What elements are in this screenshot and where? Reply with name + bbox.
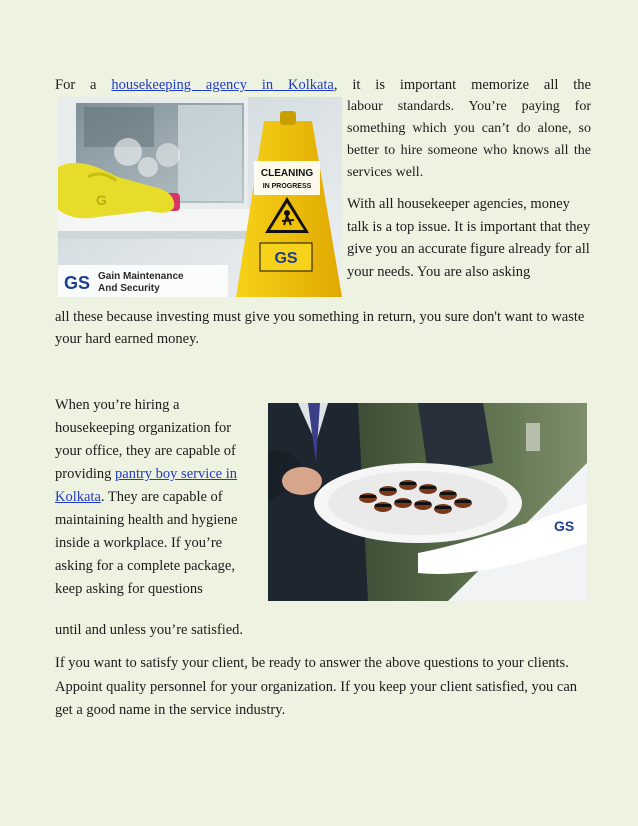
sign-title: CLEANING [260,168,314,179]
cleaning-photo [58,97,342,297]
sign-logo: GS [274,250,298,267]
housekeeping-agency-link[interactable]: housekeeping agency in Kolkata [111,77,334,93]
para1-right-block-2: With all housekeeper agencies, money talk is a top issue. It is important that they give you an accurate figure already for all your needs. You are also asking [347,196,591,280]
sign-subtitle: IN PROGRESS [262,183,312,190]
para2-prefix: When you’re hiring a housekeeping organization for your office, they are capable of providing [55,397,236,482]
pantry-boy-service-link[interactable]: pantry boy service in Kolkata [55,466,238,505]
para1-first-line [55,74,591,96]
catering-illustration [268,403,587,601]
para2-suffix: . They are capable of maintaining health and hygiene inside a workplace. If you’re asking for a complete package, keep asking for questions [55,489,238,597]
para2 [55,394,260,601]
sleeve-logo: GS [554,518,575,534]
para1-prefix: For a [55,77,112,93]
company-logo-line1: Gain Maintenance [98,271,184,282]
para3: If you want to satisfy your client, be ready to answer the above questions to your clients. Appoint quality personnel for your organization. If you keep your client satisfied, you can get a good name in the service industry. [55,655,577,718]
para1-suffix: , it is important memorize all the [333,77,591,93]
para2-last-line: until and unless you’re satisfied. [55,622,244,638]
para1-right-block: labour standards. You’re paying for something which you can’t do alone, so better to hire someone who knows all the services well. [347,99,591,180]
svg-text:G: G [96,192,107,208]
company-logo-mark: GS [64,273,91,293]
para1-bottom: all these because investing must give you something in return, you sure don't want to waste your hard earned money. [55,309,585,347]
catering-photo [268,403,587,601]
company-logo-line2: And Security [98,283,160,294]
cleaning-illustration [58,97,342,297]
